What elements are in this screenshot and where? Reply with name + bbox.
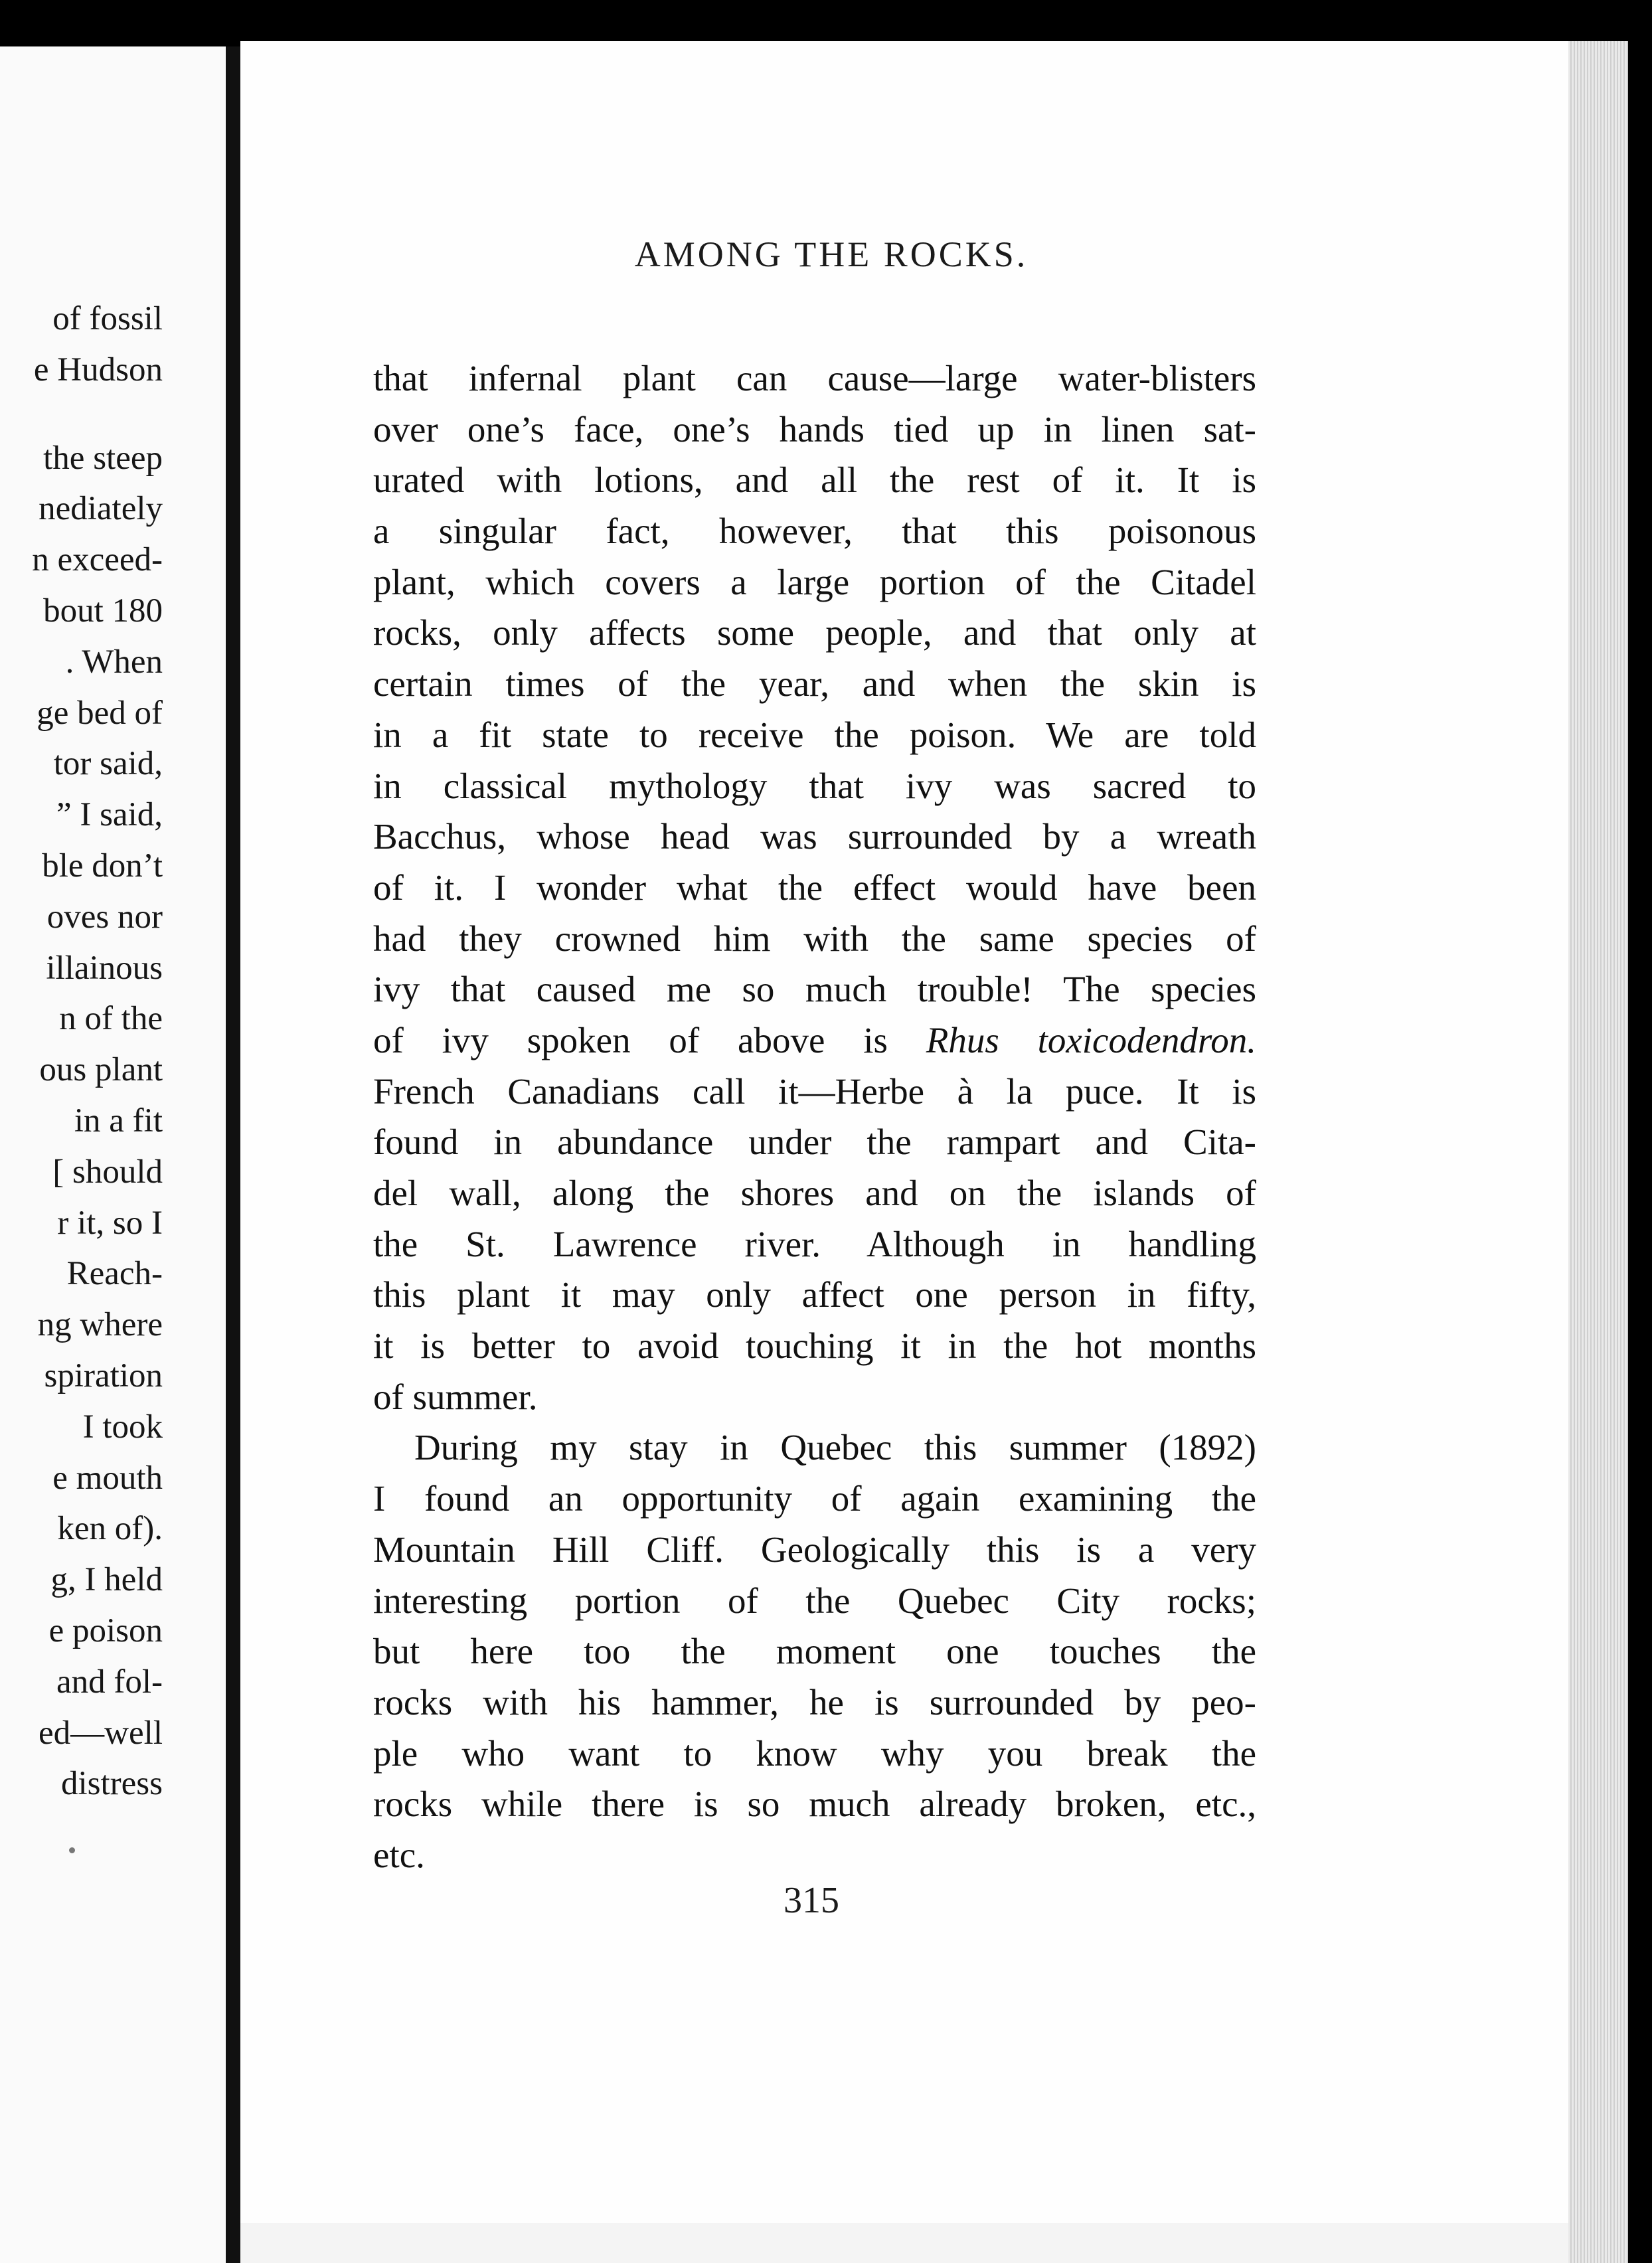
left-page-text xyxy=(0,293,163,1809)
text-line: but here too the moment one touches the xyxy=(373,1631,1256,1672)
left-line: r it, so I xyxy=(57,1204,163,1242)
left-line: of fossil xyxy=(52,300,163,337)
left-line: ken of). xyxy=(57,1510,163,1548)
body-text xyxy=(373,353,1256,1881)
left-line: ble don’t xyxy=(42,847,163,884)
text-line: ple who want to know why you break the xyxy=(373,1732,1256,1774)
left-line: [ should xyxy=(52,1153,163,1191)
left-line: bout 180 xyxy=(43,592,163,629)
left-line: ed—well xyxy=(39,1714,163,1752)
text-line: it is better to avoid touching it in the hot months xyxy=(373,1325,1256,1367)
dust-speck xyxy=(69,1847,75,1853)
left-line: ng where xyxy=(37,1306,163,1344)
left-line: and fol- xyxy=(56,1663,163,1701)
paragraph-gap xyxy=(0,396,163,433)
text-line: I found an opportunity of again examining the xyxy=(373,1478,1256,1519)
text-line: rocks, only affects some people, and that only at xyxy=(373,612,1256,653)
species-name: Rhus toxicodendron. xyxy=(926,1019,1256,1060)
left-line: n of the xyxy=(59,1000,163,1038)
left-line: nediately xyxy=(39,490,163,528)
text-line: rocks with his hammer, he is surrounded by peo- xyxy=(373,1681,1256,1722)
text-line: had they crowned him with the same species of xyxy=(373,918,1256,959)
left-line: the steep xyxy=(43,439,163,477)
text-line: Mountain Hill Cliff. Geologically this is a very xyxy=(373,1529,1256,1570)
left-line: e Hudson xyxy=(33,351,163,388)
left-line: Reach- xyxy=(66,1255,163,1293)
left-line: ge bed of xyxy=(37,694,163,732)
left-line: tor said, xyxy=(53,745,163,783)
left-line: g, I held xyxy=(50,1561,163,1599)
text-line: French Canadians call it—Herbe à la puce. It is xyxy=(373,1070,1256,1112)
text-line: interesting portion of the Quebec City rocks; xyxy=(373,1580,1256,1621)
text-line: that infernal plant can cause—large water-blisters xyxy=(373,358,1256,398)
text-line: certain times of the year, and when the skin is xyxy=(373,663,1256,705)
text-line: the St. Lawrence river. Although in handling xyxy=(373,1223,1256,1264)
book-gutter xyxy=(226,46,242,2263)
text-line: a singular fact, however, that this poisonous xyxy=(373,511,1256,552)
text-line: rocks while there is so much already broken, etc., xyxy=(373,1784,1256,1825)
text-line: urated with lotions, and all the rest of it. It is xyxy=(373,460,1256,501)
left-line: I took xyxy=(82,1408,163,1446)
text-segment: of ivy spoken of above is xyxy=(373,1019,888,1060)
left-line: oves nor xyxy=(46,898,163,936)
page-edges xyxy=(1568,41,1628,2263)
running-head: AMONG THE ROCKS. xyxy=(634,234,1029,274)
text-line: over one’s face, one’s hands tied up in linen sat- xyxy=(373,408,1256,450)
left-line: ous plant xyxy=(39,1051,163,1089)
text-line: Bacchus, whose head was surrounded by a wreath xyxy=(373,816,1256,857)
left-line: in a fit xyxy=(74,1102,163,1139)
page-bottom-margin xyxy=(240,2223,1628,2263)
page-number: 315 xyxy=(784,1880,839,1921)
text-line: of summer. xyxy=(373,1376,538,1417)
text-line: this plant it may only affect one person in fifty, xyxy=(373,1274,1256,1315)
text-line: found in abundance under the rampart and Cita- xyxy=(373,1122,1256,1163)
left-line: e mouth xyxy=(52,1459,163,1497)
left-line: n exceed- xyxy=(32,541,163,579)
text-line: in a fit state to receive the poison. We are told xyxy=(373,714,1256,755)
left-line: illainous xyxy=(46,949,163,987)
left-line: e poison xyxy=(48,1612,163,1649)
left-line: distress xyxy=(61,1765,163,1803)
text-line: plant, which covers a large portion of the Citadel xyxy=(373,561,1256,602)
text-line: del wall, along the shores and on the islands of xyxy=(373,1173,1256,1213)
text-line-with-species xyxy=(373,1015,1256,1066)
left-line: ” I said, xyxy=(56,796,163,834)
text-line: During my stay in Quebec this summer (1892) xyxy=(414,1427,1256,1468)
text-line: in classical mythology that ivy was sacred to xyxy=(373,765,1256,806)
left-line: spiration xyxy=(44,1357,163,1394)
text-line: ivy that caused me so much trouble! The species xyxy=(373,969,1256,1010)
right-page xyxy=(240,41,1628,2263)
left-page-fragment xyxy=(0,46,239,2263)
text-line: etc. xyxy=(373,1834,425,1875)
left-line: . When xyxy=(65,643,163,681)
text-line: of it. I wonder what the effect would have been xyxy=(373,867,1256,908)
